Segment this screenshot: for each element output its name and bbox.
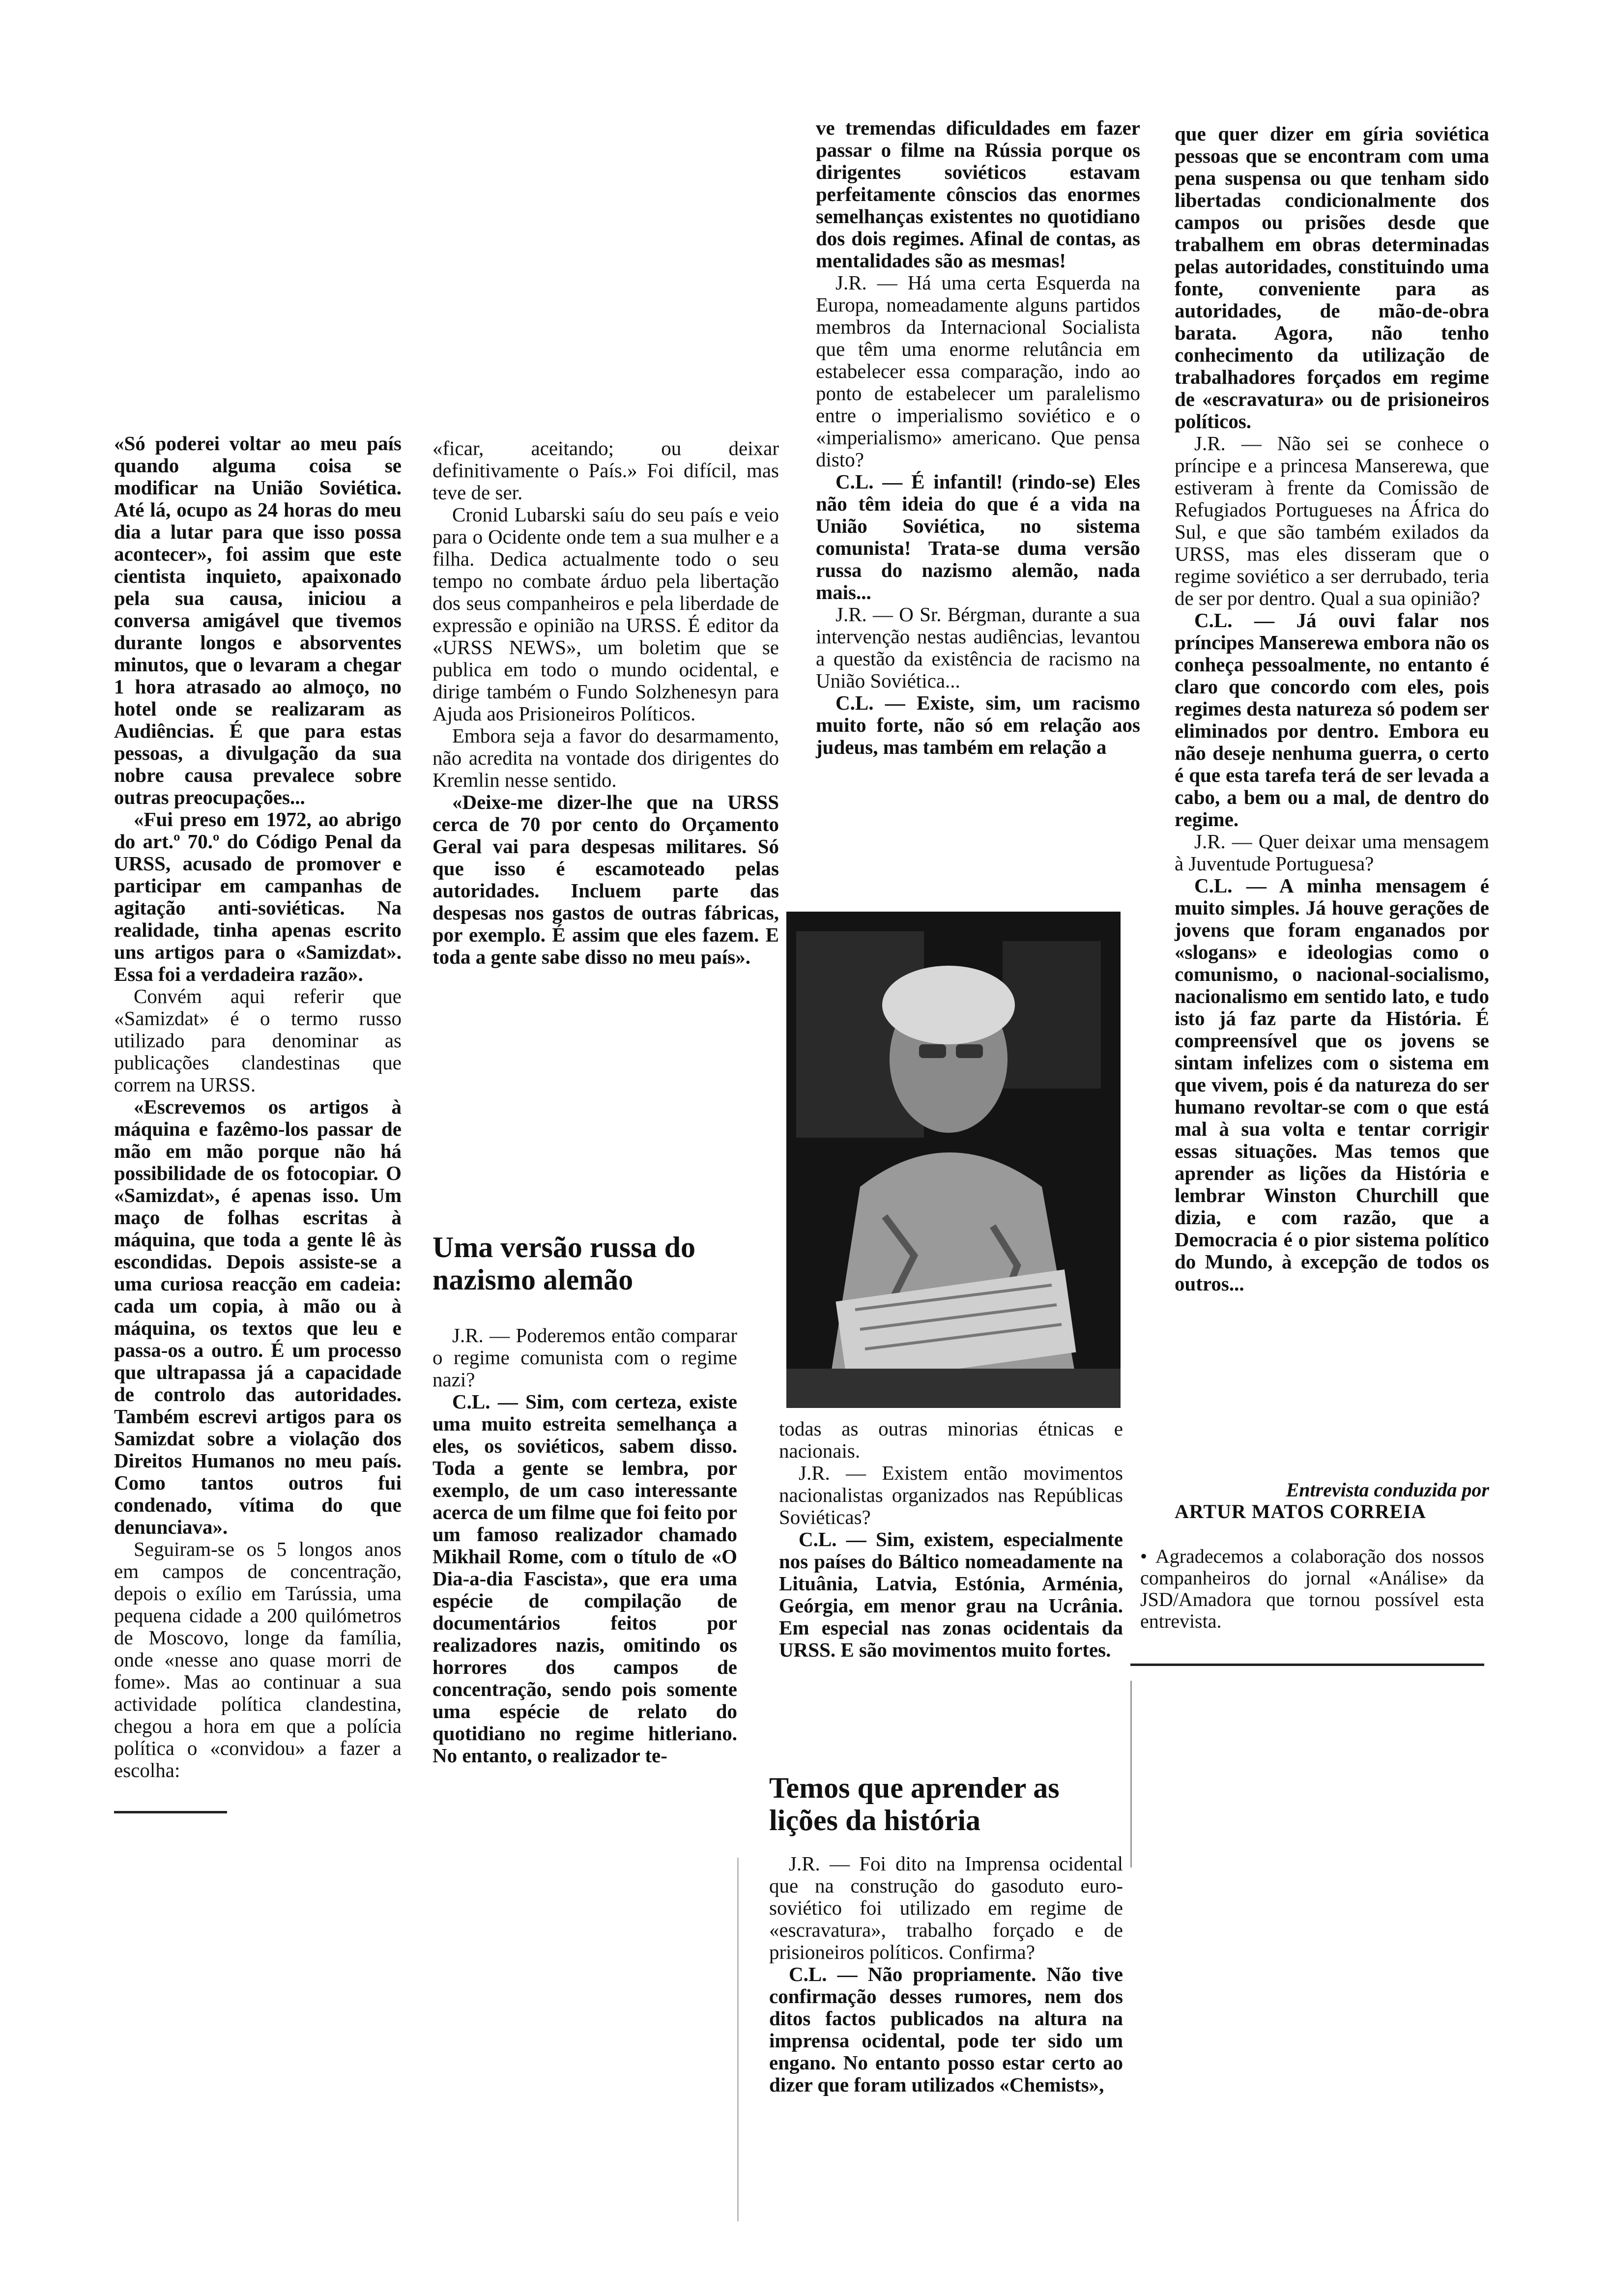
article-column-4 xyxy=(1175,123,1489,1295)
section-heading-lessons-history: Temos que aprender as lições da história xyxy=(769,1772,1060,1837)
qa-answer: C.L. — Não propriamente. Não tive confirmação desses rumores, nem dos ditos factos publicados na altura na imprensa ocidental, pode ter sido um engano. No entanto posso estar certo ao dizer que foram utilizados «Chemists», xyxy=(769,1963,1123,2096)
article-column-1 xyxy=(114,432,402,1781)
column-end-rule xyxy=(114,1811,227,1813)
acknowledgement-note: • Agradecemos a colaboração dos nossos companheiros do jornal «Análise» da JSD/Amadora que tornou possível esta entrevista. xyxy=(1140,1545,1484,1632)
body-paragraph: ve tremendas dificuldades em fazer passar o filme na Rússia porque os dirigentes soviéticos estavam perfeitamente cônscios das enormes semelhanças existentes no quotidiano dos dois regimes. Afinal de contas, as mentalidades são as mesmas! xyxy=(816,116,1140,272)
interviewee-photo xyxy=(786,912,1121,1408)
body-paragraph: todas as outras minorias étnicas e nacionais. xyxy=(779,1417,1123,1462)
quote-paragraph: «Só poderei voltar ao meu país quando alguma coisa se modificar na União Soviética. Até lá, ocupo as 24 horas do meu dia a lutar para que isso possa acontecer», foi assim que este cientista inquieto, apaixonado pela sua causa, iniciou a conversa amigável que tivemos durante longos e absorventes minutos, que o levaram a chegar 1 hora atrasado ao almoço, no hotel onde se realizaram as Audiências. É que para estas pessoas, a divulgação da sua nobre causa prevalece sobre outras preocupações... xyxy=(114,432,402,808)
qa-question: J.R. — Há uma certa Esquerda na Europa, nomeadamente alguns partidos membros da Internacional Socialista que têm uma enorme relutância em estabelecer essa comparação, indo ao ponto de estabelecer um paralelismo entre o imperialismo soviético e o «imperialismo» americano. Que pensa disto? xyxy=(816,271,1140,471)
body-paragraph: Cronid Lubarski saíu do seu país e veio para o Ocidente onde tem a sua mulher e a filha. Dedica actualmente todo o seu tempo no combate árduo pela libertação dos seus companheiros e pela liberdade de expressão e opinião na URSS. É editor da «URSS NEWS», um boletim que se publica em todo o mundo ocidental, e dirige também o Fundo Solzhenesyn para Ajuda aos Prisioneiros Políticos. xyxy=(432,503,779,725)
quote-paragraph: «Deixe-me dizer-lhe que na URSS cerca de 70 por cento do Orçamento Geral vai para despesas militares. Só que isso é escamoteado pelas autoridades. Incluem parte das despesas nos gastos de outras fábricas, por exemplo. É assim que eles fazem. E toda a gente sabe disso no meu país». xyxy=(432,791,779,968)
article-end-rule xyxy=(1130,1664,1484,1666)
section-heading-russian-nazism: Uma versão russa do nazismo alemão xyxy=(432,1231,695,1296)
body-paragraph: «ficar, aceitando; ou deixar definitivamente o País.» Foi difícil, mas teve de ser. xyxy=(432,437,779,504)
body-paragraph: Convém aqui referir que «Samizdat» é o termo russo utilizado para denominar as publicações clandestinas que correm na URSS. xyxy=(114,985,402,1096)
qa-question: J.R. — Poderemos então comparar o regime comunista com o regime nazi? xyxy=(432,1324,737,1391)
credit-name: ARTUR MATOS CORREIA xyxy=(1175,1500,1426,1522)
article-column-3-bottom xyxy=(769,1853,1123,2096)
qa-question: J.R. — O Sr. Bérgman, durante a sua intervenção nestas audiências, levantou a questão da existência de racismo na União Soviética... xyxy=(816,603,1140,692)
qa-answer: C.L. — É infantil! (rindo-se) Eles não têm ideia do que é a vida na União Soviética, no sistema comunista! Trata-se duma versão russa do nazismo alemão, nada mais... xyxy=(816,470,1140,603)
qa-question: J.R. — Existem então movimentos nacionalistas organizados nas Repúblicas Soviéticas? xyxy=(779,1462,1123,1528)
article-column-2-qa xyxy=(432,1324,737,1767)
body-paragraph: que quer dizer em gíria soviética pessoas que se encontram com uma pena suspensa ou que tenham sido libertadas condicionalmente dos campos ou prisões desde que trabalhem em obras determinadas pelas autoridades, constituindo uma fonte, conveniente para as autoridades, de mão-de-obra barata. Agora, não tenho conhecimento da utilização de trabalhadores forçados em regime de «escravatura» ou de prisioneiros políticos. xyxy=(1175,122,1489,432)
quote-paragraph: «Escrevemos os artigos à máquina e fazêmo-los passar de mão em mão porque não há possibilidade de os fotocopiar. O «Samizdat», é apenas isso. Um maço de folhas escritas à máquina, que toda a gente lê às escondidas. Depois assiste-se a uma curiosa reacção em cadeia: cada um copia, à mão ou à máquina, os textos que leu e passa-os a outro. É um processo que ultrapassa já a capacidade de controlo das autoridades. Também escrevi artigos para os Samizdat sobre a violação dos Direitos Humanos no meu país. Como tantos outros fui condenado, vítima do que denunciava». xyxy=(114,1095,402,1538)
portrait-illustration xyxy=(786,912,1121,1408)
credit-line: Entrevista conduzida por xyxy=(1286,1479,1489,1501)
body-paragraph: Seguiram-se os 5 longos anos em campos de concentração, depois o exílio em Tarússia, uma pequena cidade a 200 quilómetros de Moscovo, longe da família, onde «nesse ano quase morri de fome». Mas ao continuar a sua actividade política clandestina, chegou a hora em que a polícia política o «convidou» a fazer a escolha: xyxy=(114,1538,402,1781)
qa-answer: C.L. — A minha mensagem é muito simples. Já houve gerações de jovens que foram enganados por «slogans» e ideologias como o comunismo, o nacional-socialismo, nacionalismo em sentido lato, e tudo isto já faz parte da História. É compreensível que os jovens se sintam infelizes com o sistema em que vivem, pois é da natureza do ser humano revoltar-se com o que está mal à sua volta e tentar corrigir essas situações. Mas temos que aprender as lições da História e lembrar Winston Churchill que dizia, e com razão, que a Democracia é o pior sistema político do Mundo, à excepção de todos os outros... xyxy=(1175,874,1489,1295)
body-paragraph: Embora seja a favor do desarmamento, não acredita na vontade dos dirigentes do Kremlin nesse sentido. xyxy=(432,724,779,791)
byline xyxy=(1175,1479,1489,1522)
qa-question: J.R. — Foi dito na Imprensa ocidental que na construção do gasoduto euro-soviético foi utilizado em regime de «escravatura», trabalho forçado e de prisioneiros políticos. Confirma? xyxy=(769,1852,1123,1963)
article-column-3-middle xyxy=(779,1418,1123,1661)
qa-answer: C.L. — Já ouvi falar nos príncipes Manserewa embora não os conheça pessoalmente, no entanto é claro que concordo com eles, pois regimes desta natureza só podem ser eliminados por dentro. Embora eu não deseje nenhuma guerra, o certo é que esta tarefa terá de ser levada a cabo, a bem ou a mal, de dentro do regime. xyxy=(1175,609,1489,831)
article-column-3-top xyxy=(816,117,1140,758)
qa-answer: C.L. — Sim, com certeza, existe uma muito estreita semelhança a eles, os soviéticos, sabem disso. Toda a gente se lembra, por exemplo, de um caso interessante acerca de um filme que foi feito por um famoso realizador chamado Mikhail Rome, com o título de «O Dia-a-dia Fascista», que era uma espécie de compilação de documentários feitos por realizadores nazis, omitindo os horrores dos campos de concentração, sendo pois somente uma espécie de relato do quotidiano no regime hitleriano. No entanto, o realizador te- xyxy=(432,1390,737,1767)
scan-edge-line xyxy=(1130,1681,1132,1867)
article-column-2 xyxy=(432,437,779,968)
quote-paragraph: «Fui preso em 1972, ao abrigo do art.º 70.º do Código Penal da URSS, acusado de promover e participar em campanhas de agitação anti-soviéticas. Na realidade, tinha apenas escrito uns artigos para o «Samizdat». Essa foi a verdadeira razão». xyxy=(114,808,402,985)
qa-answer: C.L. — Existe, sim, um racismo muito forte, não só em relação aos judeus, mas também em relação a xyxy=(816,691,1140,758)
qa-answer: C.L. — Sim, existem, especialmente nos países do Báltico nomeadamente na Lituânia, Latvia, Estónia, Arménia, Geórgia, em menor grau na Ucrânia. Em especial nas zonas ocidentais da URSS. E são movimentos muito fortes. xyxy=(779,1528,1123,1661)
qa-question: J.R. — Quer deixar uma mensagem à Juventude Portuguesa? xyxy=(1175,830,1489,875)
scan-edge-line xyxy=(737,1858,739,2221)
qa-question: J.R. — Não sei se conhece o príncipe e a princesa Manserewa, que estiveram à frente da Comissão de Refugiados Portugueses na África do Sul, e que são também exilados da URSS, mas eles disseram que o regime soviético a ser derrubado, teria de ser por dentro. Qual a sua opinião? xyxy=(1175,432,1489,609)
